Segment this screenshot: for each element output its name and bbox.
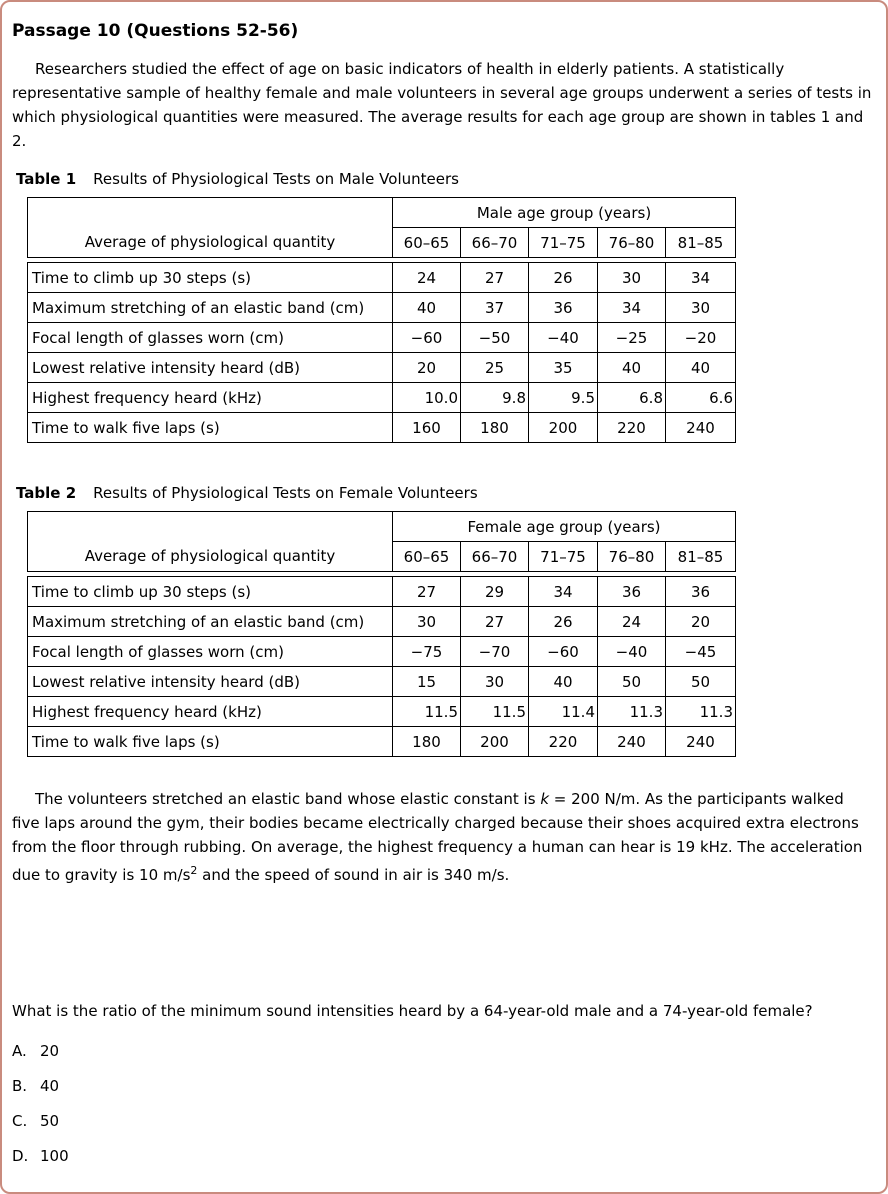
elastic-constant-variable: k <box>540 790 549 808</box>
table-cell: 11.3 <box>598 697 666 727</box>
table-cell: 11.5 <box>461 697 529 727</box>
table1-age-col-0: 60–65 <box>393 228 461 258</box>
passage-notes <box>12 787 876 887</box>
table-cell: 27 <box>393 577 461 607</box>
row-label: Time to climb up 30 steps (s) <box>28 263 393 293</box>
table-cell: 220 <box>598 413 666 443</box>
table-cell: 240 <box>666 727 736 757</box>
table-cell: 180 <box>393 727 461 757</box>
table2-age-col-2: 71–75 <box>529 542 598 572</box>
table-cell: 6.8 <box>598 383 666 413</box>
option-b[interactable] <box>12 1076 876 1096</box>
table-row <box>28 323 736 353</box>
table2-caption-text: Results of Physiological Tests on Female Volunteers <box>93 484 478 502</box>
table-cell: 36 <box>529 293 598 323</box>
table-cell: 50 <box>598 667 666 697</box>
table-cell: 27 <box>461 263 529 293</box>
table-cell: 9.8 <box>461 383 529 413</box>
notes-text-2: = 200 N/m. As the participants walked five laps around the gym, their bodies became electrically charged because their shoes acquired extra electrons from the floor through rubbing. On average, the highest frequency a human can hear is 19 kHz. The acceleration due to gravity is 10 m/s <box>12 790 863 884</box>
row-label: Maximum stretching of an elastic band (cm) <box>28 293 393 323</box>
table-cell: 180 <box>461 413 529 443</box>
table-cell: 50 <box>666 667 736 697</box>
table-cell: 36 <box>666 577 736 607</box>
table-row <box>28 413 736 443</box>
table-row <box>28 607 736 637</box>
table2-row-header: Average of physiological quantity <box>28 512 393 572</box>
table-cell: 36 <box>598 577 666 607</box>
table2-caption <box>16 483 876 503</box>
table-cell: 40 <box>598 353 666 383</box>
option-d-letter: D. <box>12 1147 29 1165</box>
table-row <box>28 577 736 607</box>
table2-female-results <box>27 511 735 757</box>
table-cell: 30 <box>393 607 461 637</box>
table1-body <box>27 262 736 443</box>
table1-caption-text: Results of Physiological Tests on Male Volunteers <box>93 170 459 188</box>
table1-header <box>27 197 736 258</box>
table-cell: 35 <box>529 353 598 383</box>
table2-group-header: Female age group (years) <box>393 512 736 542</box>
row-label: Time to walk five laps (s) <box>28 727 393 757</box>
option-a-letter: A. <box>12 1042 27 1060</box>
table2-age-col-0: 60–65 <box>393 542 461 572</box>
table1-group-header: Male age group (years) <box>393 198 736 228</box>
table-cell: 27 <box>461 607 529 637</box>
table-cell: 20 <box>666 607 736 637</box>
option-c[interactable] <box>12 1111 876 1131</box>
table-cell: −20 <box>666 323 736 353</box>
table-row <box>28 263 736 293</box>
notes-text-1: The volunteers stretched an elastic band whose elastic constant is <box>35 790 541 808</box>
table-cell: 24 <box>393 263 461 293</box>
table2-header <box>27 511 736 572</box>
table1-age-col-4: 81–85 <box>666 228 736 258</box>
table-cell: 11.4 <box>529 697 598 727</box>
table-cell: 40 <box>529 667 598 697</box>
table-cell: 15 <box>393 667 461 697</box>
option-d-text: 100 <box>40 1147 69 1165</box>
table-cell: −75 <box>393 637 461 667</box>
row-label: Lowest relative intensity heard (dB) <box>28 353 393 383</box>
table-cell: 9.5 <box>529 383 598 413</box>
table-cell: 10.0 <box>393 383 461 413</box>
table-cell: −70 <box>461 637 529 667</box>
table-cell: 30 <box>666 293 736 323</box>
table-cell: 34 <box>598 293 666 323</box>
table2-age-col-3: 76–80 <box>598 542 666 572</box>
row-label: Lowest relative intensity heard (dB) <box>28 667 393 697</box>
table-cell: 240 <box>666 413 736 443</box>
table-row <box>28 727 736 757</box>
table-cell: 160 <box>393 413 461 443</box>
table-cell: 25 <box>461 353 529 383</box>
table1-age-col-2: 71–75 <box>529 228 598 258</box>
option-b-letter: B. <box>12 1077 28 1095</box>
table-cell: 20 <box>393 353 461 383</box>
table1-caption-label: Table 1 <box>16 170 77 188</box>
passage-title: Passage 10 (Questions 52-56) <box>12 21 299 41</box>
table-row <box>28 697 736 727</box>
table1-caption <box>16 169 876 189</box>
option-a-text: 20 <box>40 1042 60 1060</box>
passage-intro: Researchers studied the effect of age on basic indicators of health in elderly patients. A statistically representative sample of healthy female and male volunteers in several age groups underwent a series of tests in which physiological quantities were measured. The average results for each age group are shown in tables 1 and 2. <box>12 60 872 150</box>
table-cell: −45 <box>666 637 736 667</box>
row-label: Focal length of glasses worn (cm) <box>28 637 393 667</box>
option-a[interactable] <box>12 1041 876 1061</box>
row-label: Time to climb up 30 steps (s) <box>28 577 393 607</box>
option-d[interactable] <box>12 1146 876 1166</box>
table-cell: −60 <box>393 323 461 353</box>
table-cell: 29 <box>461 577 529 607</box>
notes-text-3: and the speed of sound in air is 340 m/s. <box>197 866 510 884</box>
table-row <box>28 353 736 383</box>
row-label: Highest frequency heard (kHz) <box>28 697 393 727</box>
table-cell: 200 <box>461 727 529 757</box>
table-cell: 26 <box>529 263 598 293</box>
table-cell: 37 <box>461 293 529 323</box>
row-label: Highest frequency heard (kHz) <box>28 383 393 413</box>
table-cell: 200 <box>529 413 598 443</box>
table1-age-col-1: 66–70 <box>461 228 529 258</box>
row-label: Time to walk five laps (s) <box>28 413 393 443</box>
table-cell: 6.6 <box>666 383 736 413</box>
row-label: Maximum stretching of an elastic band (cm) <box>28 607 393 637</box>
table-cell: 240 <box>598 727 666 757</box>
table-cell: 34 <box>529 577 598 607</box>
table-row <box>28 667 736 697</box>
table-cell: 24 <box>598 607 666 637</box>
table2-age-col-4: 81–85 <box>666 542 736 572</box>
option-c-text: 50 <box>40 1112 60 1130</box>
table-row <box>28 383 736 413</box>
table-cell: −60 <box>529 637 598 667</box>
table-row <box>28 637 736 667</box>
table2-age-col-1: 66–70 <box>461 542 529 572</box>
table1-row-header: Average of physiological quantity <box>28 198 393 258</box>
table-cell: −50 <box>461 323 529 353</box>
table-cell: 26 <box>529 607 598 637</box>
table-cell: 34 <box>666 263 736 293</box>
table1-male-results <box>27 197 735 443</box>
table-cell: 11.5 <box>393 697 461 727</box>
row-label: Focal length of glasses worn (cm) <box>28 323 393 353</box>
table-cell: 30 <box>598 263 666 293</box>
table-cell: 11.3 <box>666 697 736 727</box>
question-text: What is the ratio of the minimum sound intensities heard by a 64-year-old male and a 74-year-old female? <box>12 1002 813 1020</box>
option-b-text: 40 <box>40 1077 60 1095</box>
table-cell: 40 <box>393 293 461 323</box>
table-cell: −40 <box>529 323 598 353</box>
table-cell: −25 <box>598 323 666 353</box>
table-cell: 220 <box>529 727 598 757</box>
table2-caption-label: Table 2 <box>16 484 77 502</box>
table-cell: −40 <box>598 637 666 667</box>
table-cell: 40 <box>666 353 736 383</box>
answer-options <box>12 1041 876 1166</box>
table-cell: 30 <box>461 667 529 697</box>
option-c-letter: C. <box>12 1112 28 1130</box>
table1-age-col-3: 76–80 <box>598 228 666 258</box>
table-row <box>28 293 736 323</box>
superscript-2: 2 <box>190 864 198 877</box>
table2-body <box>27 576 736 757</box>
